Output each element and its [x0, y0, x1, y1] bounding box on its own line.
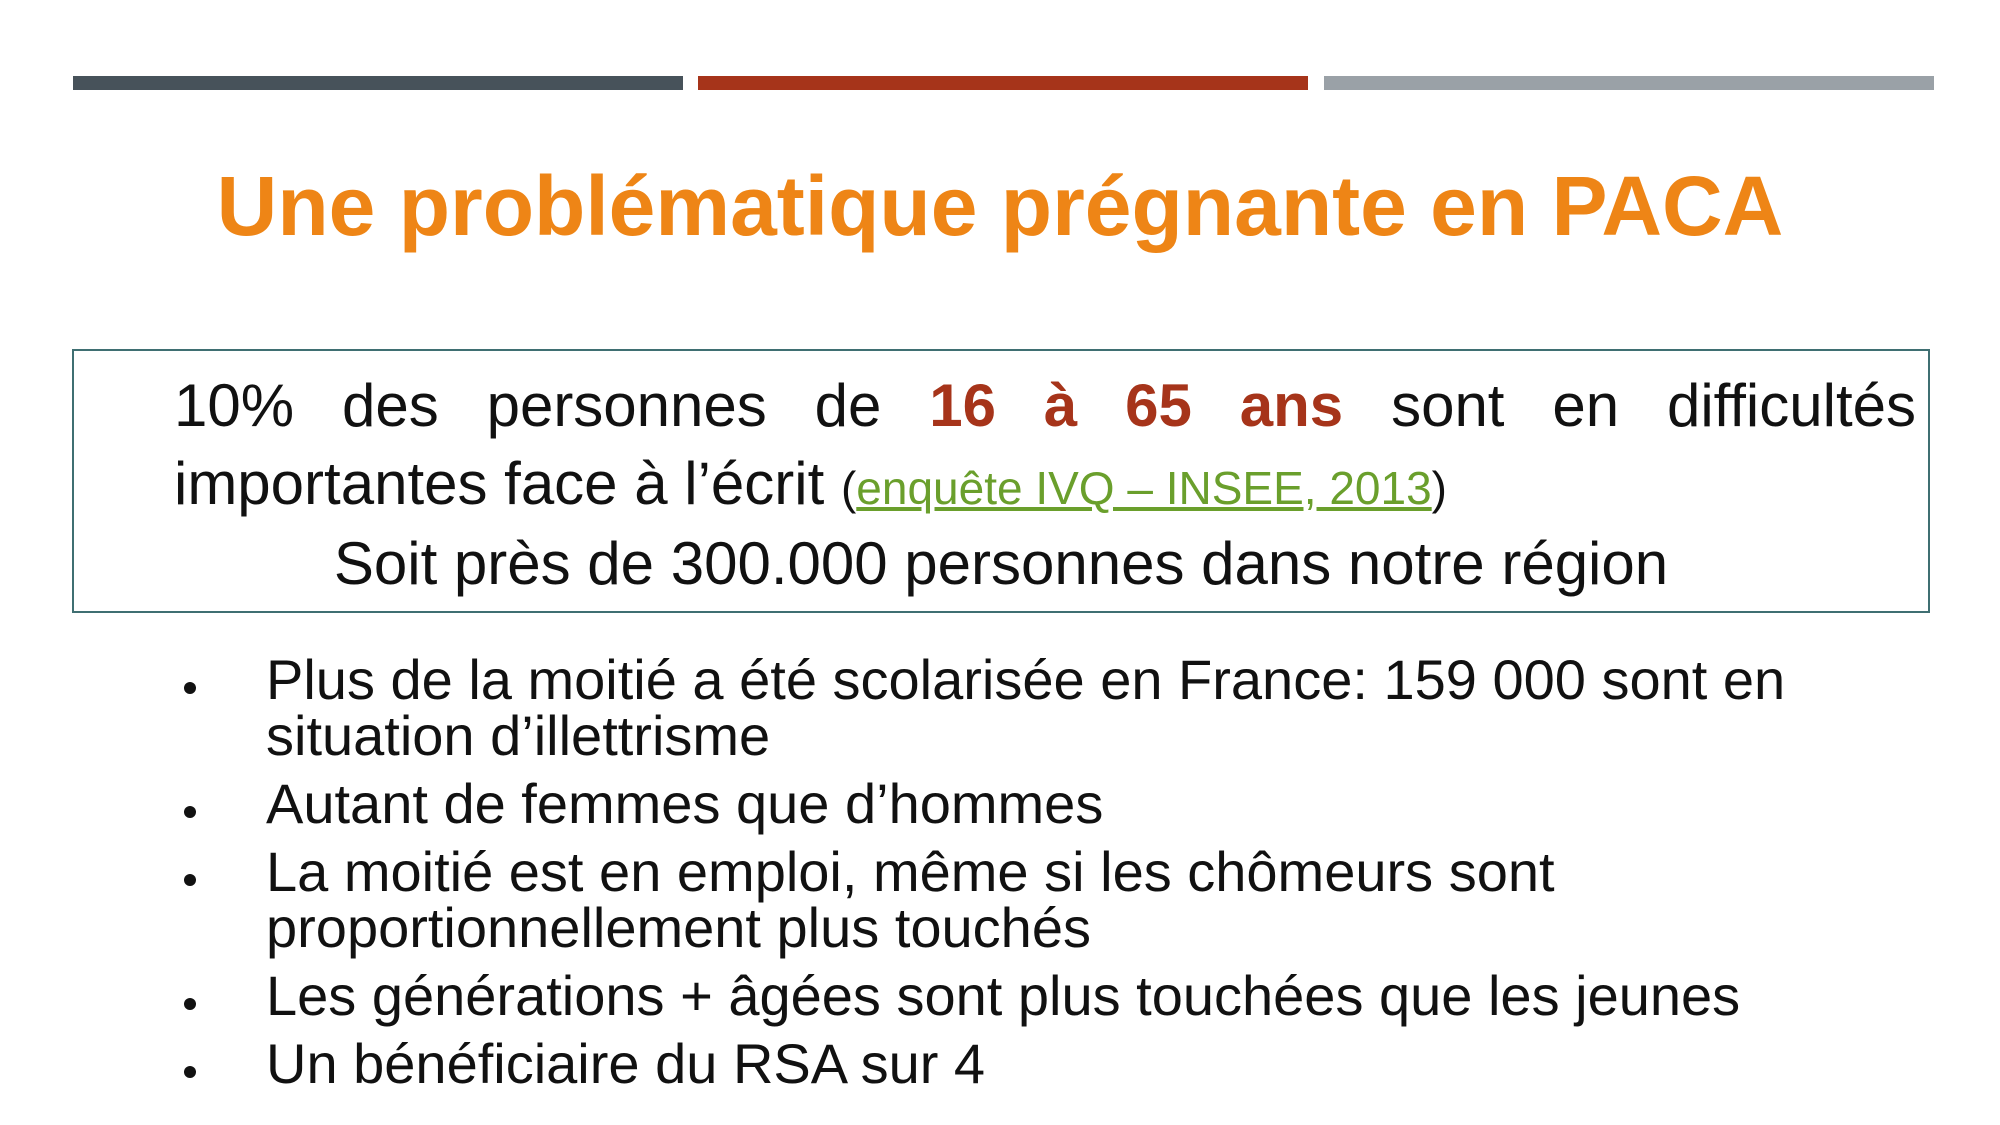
- bullet-list: [0, 648, 2000, 1104]
- stat-box: [72, 349, 1930, 613]
- bullet-text: Un bénéficiaire du RSA sur 4: [266, 1032, 986, 1095]
- list-item: [0, 772, 2000, 835]
- stat-paragraph: [174, 367, 1916, 527]
- list-item: [0, 840, 2000, 959]
- list-item: [0, 964, 2000, 1027]
- bullet-text: Plus de la moitié a été scolarisée en France: 159 000 sont en situation d’illettrisme: [266, 648, 1786, 767]
- top-bar-red: [698, 76, 1308, 90]
- bullet-icon: [184, 874, 196, 886]
- bullet-icon: [184, 998, 196, 1010]
- bullet-text: La moitié est en emploi, même si les chômeurs sont proportionnellement plus touchés: [266, 840, 1555, 959]
- paren-open: (: [840, 462, 857, 514]
- top-bar-grey: [1324, 76, 1934, 90]
- stat-prefix: 10% des personnes de: [174, 372, 930, 439]
- bullet-icon: [184, 1066, 196, 1078]
- paren-close: ): [1431, 462, 1447, 514]
- slide-title: Une problématique prégnante en PACA: [216, 159, 1784, 253]
- bullet-text: Les générations + âgées sont plus touchées que les jeunes: [266, 964, 1741, 1027]
- bullet-icon: [184, 682, 196, 694]
- list-item: [0, 1032, 2000, 1095]
- bullet-text: Autant de femmes que d’hommes: [266, 772, 1104, 835]
- list-item: [0, 648, 2000, 767]
- age-range-highlight: 16 à 65 ans: [929, 372, 1344, 439]
- top-bar-dark: [73, 76, 683, 90]
- bullet-icon: [184, 806, 196, 818]
- stat-suffix: sont en difficultés importantes face à l’écrit: [174, 372, 1916, 517]
- stat-summary: Soit près de 300.000 personnes dans notre région: [333, 530, 1669, 597]
- source-link[interactable]: enquête IVQ – INSEE, 2013: [856, 462, 1432, 514]
